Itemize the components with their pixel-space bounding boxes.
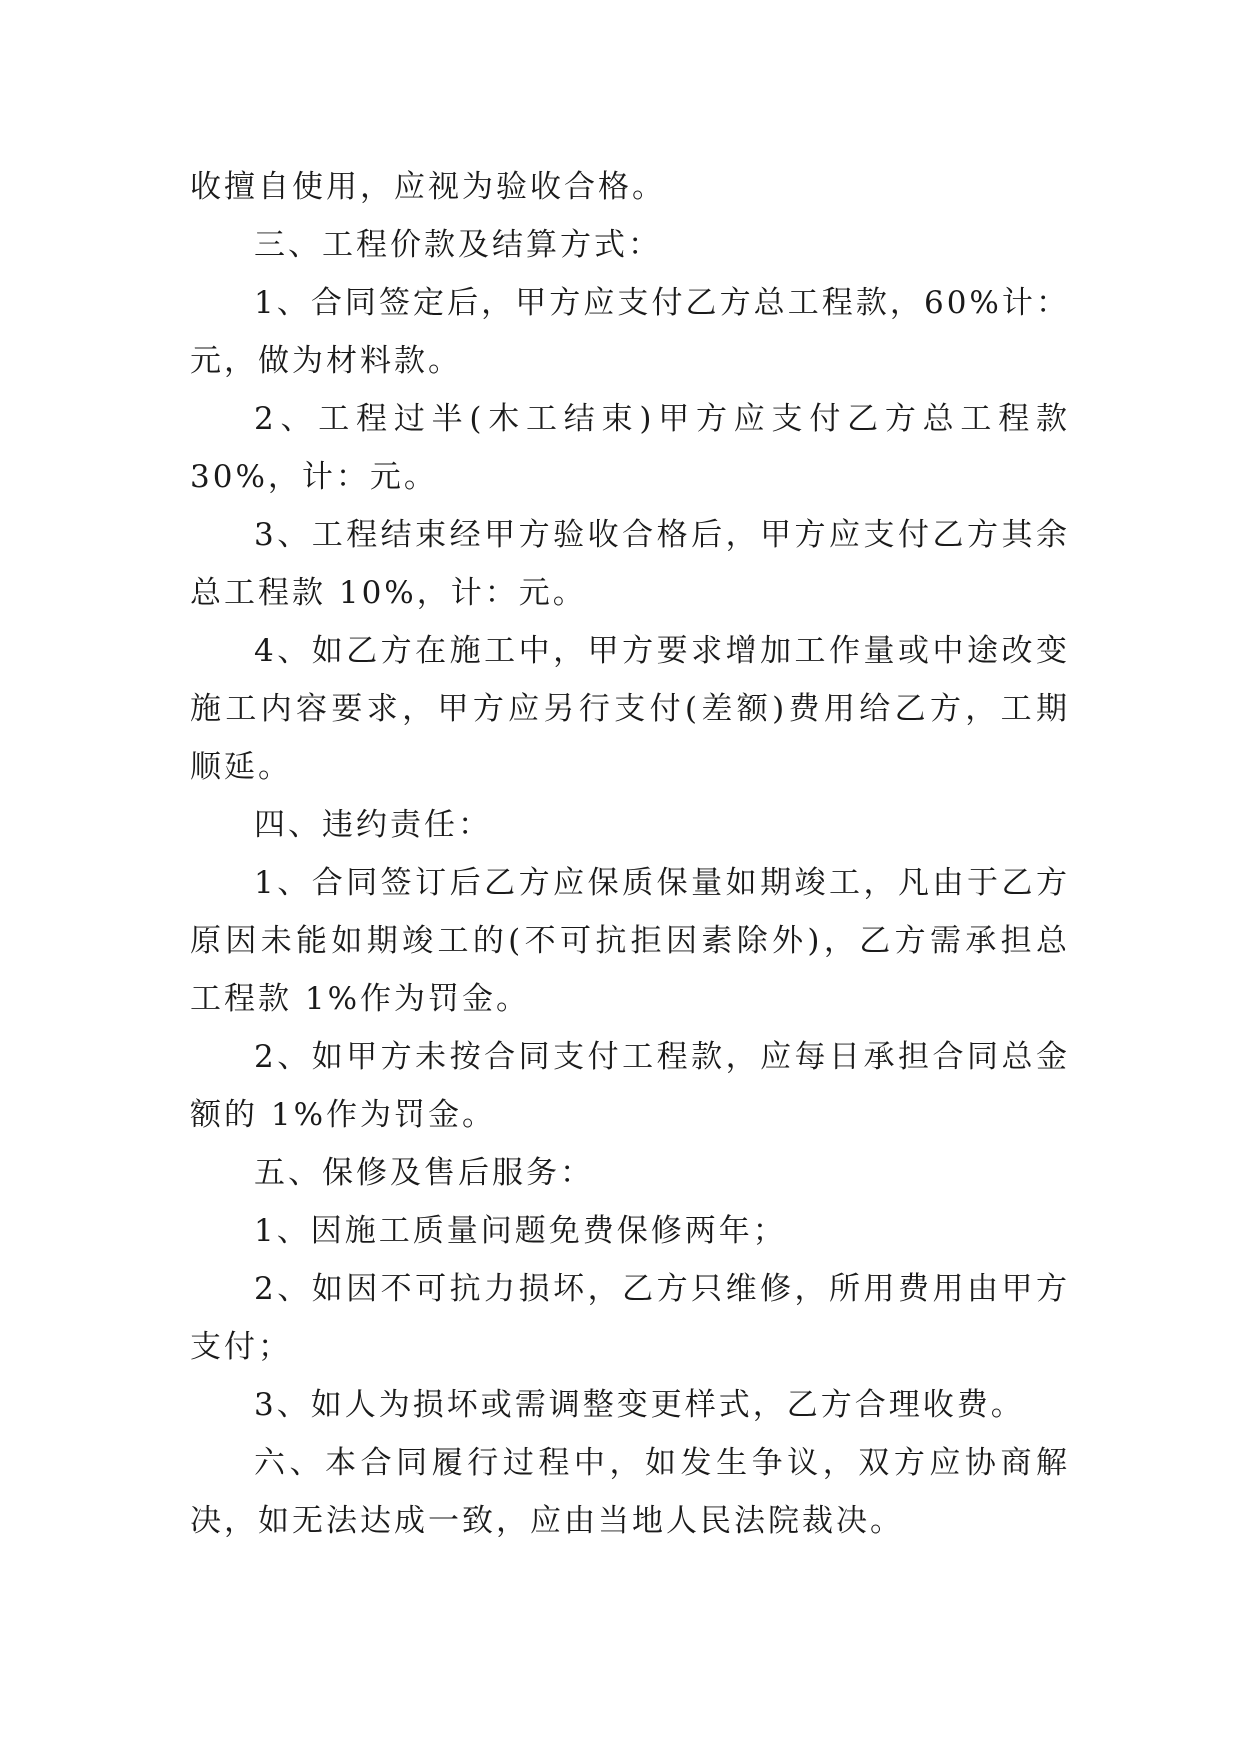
section-heading-payment: 三、工程价款及结算方式： (254, 227, 662, 263)
clause-warranty-1: 1、因施工质量问题免费保修两年； (254, 1213, 787, 1249)
clause-warranty-2: 2、如因不可抗力损坏，乙方只维修，所用费用由甲方支付； (190, 1271, 1070, 1365)
section-heading-liability: 四、违约责任： (254, 807, 492, 843)
section-heading-warranty: 五、保修及售后服务： (254, 1155, 594, 1191)
clause-dispute: 六、本合同履行过程中，如发生争议，双方应协商解决，如无法达成一致，应由当地人民法院裁决。 (190, 1445, 1070, 1539)
paragraph-continuation: 收擅自使用，应视为验收合格。 (190, 169, 666, 205)
clause-liability-1: 1、合同签订后乙方应保质保量如期竣工，凡由于乙方原因未能如期竣工的(不可抗拒因素除外)，乙方需承担总工程款 1%作为罚金。 (190, 865, 1070, 1017)
clause-payment-4: 4、如乙方在施工中，甲方要求增加工作量或中途改变施工内容要求，甲方应另行支付(差额)费用给乙方，工期顺延。 (190, 633, 1070, 785)
clause-payment-2: 2、工程过半(木工结束)甲方应支付乙方总工程款 30%，计：元。 (190, 401, 1070, 495)
clause-liability-2: 2、如甲方未按合同支付工程款，应每日承担合同总金额的 1%作为罚金。 (190, 1039, 1070, 1133)
clause-payment-1: 1、合同签定后，甲方应支付乙方总工程款，60%计：元，做为材料款。 (190, 285, 1070, 379)
document-body (190, 158, 1070, 1550)
clause-payment-3: 3、工程结束经甲方验收合格后，甲方应支付乙方其余总工程款 10%，计：元。 (190, 517, 1070, 611)
clause-warranty-3: 3、如人为损坏或需调整变更样式，乙方合理收费。 (254, 1387, 1025, 1423)
